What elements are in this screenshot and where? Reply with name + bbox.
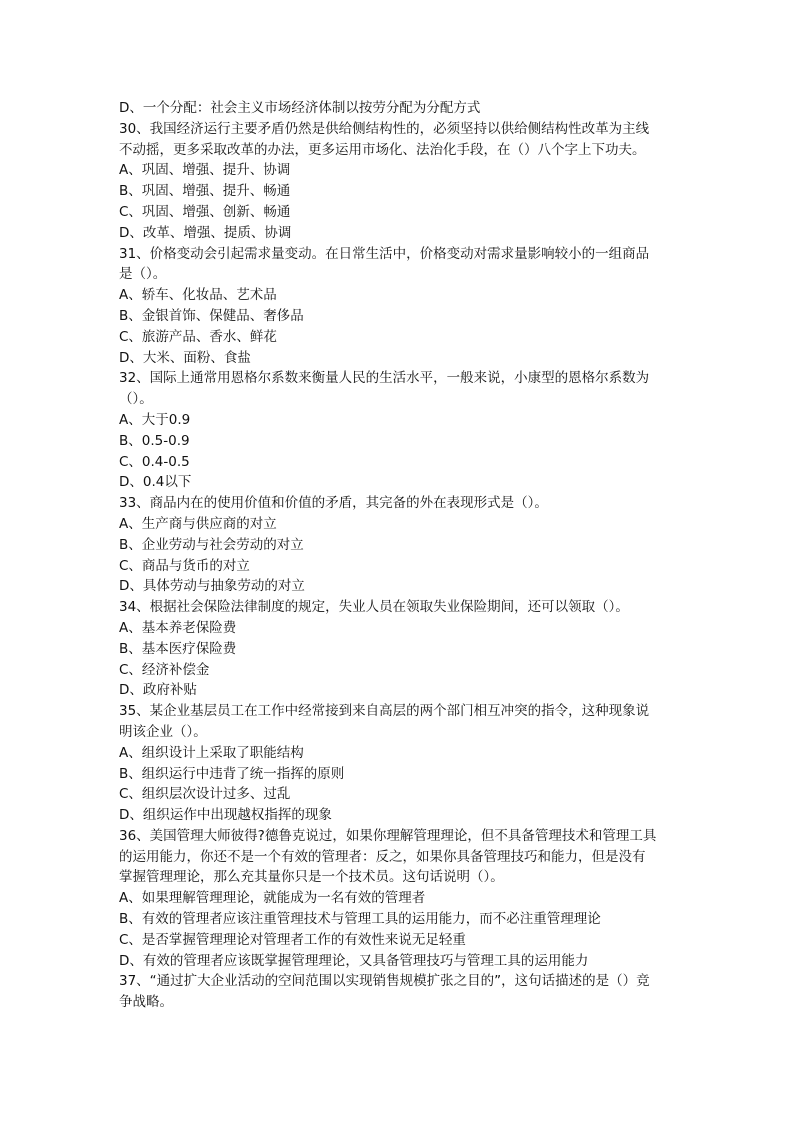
question-36 [119, 826, 679, 972]
question-stem: 30、我国经济运行主要矛盾仍然是供给侧结构性的，必须坚持以供给侧结构性改革为主线 [119, 120, 650, 137]
question-stem: 37、“通过扩大企业活动的空间范围以实现销售规模扩张之目的”，这句话描述的是（）竞 [119, 973, 650, 990]
question-stem: 争战略。 [119, 994, 173, 1011]
option-text: D、一个分配：社会主义市场经济体制以按劳分配为分配方式 [119, 100, 481, 116]
option-b: B、有效的管理者应该注重管理技术与管理工具的运用能力，而不必注重管理理论 [119, 911, 601, 928]
option-b: B、巩固、增强、提升、畅通 [119, 183, 291, 200]
question-stem: 35、某企业基层员工在工作中经常接到来自高层的两个部门相互冲突的指令，这种现象说 [119, 703, 650, 720]
option-c: C、经济补偿金 [119, 661, 210, 678]
option-b: B、企业劳动与社会劳动的对立 [119, 536, 304, 553]
option-d: D、有效的管理者应该既掌握管理理论，又具备管理技巧与管理工具的运用能力 [119, 952, 589, 969]
option-a: A、巩固、增强、提升、协调 [119, 162, 291, 179]
question-stem: 34、根据社会保险法律制度的规定，失业人员在领取失业保险期间，还可以领取（）。 [119, 599, 629, 616]
option-c: C、商品与货币的对立 [119, 557, 250, 574]
option-b: B、组织运行中违背了统一指挥的原则 [119, 765, 345, 782]
question-34 [119, 597, 679, 701]
question-35 [119, 701, 679, 826]
option-d: D、0.4以下 [119, 474, 192, 491]
option-b: B、0.5-0.9 [119, 432, 190, 449]
document-page [119, 98, 679, 1013]
option-a: A、生产商与供应商的对立 [119, 515, 277, 532]
question-stem: 36、美国管理大师彼得?德鲁克说过，如果你理解管理理论，但不具备管理技术和管理工具 [119, 827, 657, 844]
question-30 [119, 119, 679, 244]
option-d: D、改革、增强、提质、协调 [119, 224, 292, 241]
question-37 [119, 971, 679, 1013]
option-a: A、组织设计上采取了职能结构 [119, 744, 304, 761]
question-stem: 不动摇，更多采取改革的办法，更多运用市场化、法治化手段，在（）八个字上下功夫。 [119, 141, 646, 158]
question-stem: 明该企业（）。 [119, 723, 207, 740]
option-b: B、金银首饰、保健品、奢侈品 [119, 307, 304, 324]
option-d: D、大米、面粉、食盐 [119, 349, 251, 366]
question-stem: （）。 [119, 391, 153, 408]
option-b: B、基本医疗保险费 [119, 640, 237, 657]
question-32 [119, 368, 679, 493]
question-stem: 32、国际上通常用恩格尔系数来衡量人民的生活水平，一般来说，小康型的恩格尔系数为 [119, 370, 650, 387]
option-c: C、巩固、增强、创新、畅通 [119, 203, 291, 220]
option-a: A、大于0.9 [119, 411, 191, 428]
question-stem: 是（）。 [119, 266, 167, 283]
question-31 [119, 244, 679, 369]
option-d: D、具体劳动与抽象劳动的对立 [119, 578, 305, 595]
option-d: D、组织运作中出现越权指挥的现象 [119, 807, 332, 824]
question-stem: 掌握管理理论，那么充其量你只是一个技术员。这句话说明（）。 [119, 869, 504, 886]
option-c: C、是否掌握管理理论对管理者工作的有效性来说无足轻重 [119, 931, 466, 948]
question-stem: 的运用能力，你还不是一个有效的管理者：反之，如果你具备管理技巧和能力，但是没有 [119, 848, 646, 865]
option-c: C、0.4-0.5 [119, 453, 190, 470]
option-c: C、组织层次设计过多、过乱 [119, 786, 291, 803]
question-stem: 33、商品内在的使用价值和价值的矛盾，其完备的外在表现形式是（）。 [119, 495, 548, 512]
option-a: A、轿车、化妆品、艺术品 [119, 287, 277, 304]
option-a: A、如果理解管理理论，就能成为一名有效的管理者 [119, 890, 426, 907]
question-stem: 31、价格变动会引起需求量变动。在日常生活中，价格变动对需求量影响较小的一组商品 [119, 245, 650, 262]
option-c: C、旅游产品、香水、鲜花 [119, 328, 277, 345]
option-d: D、政府补贴 [119, 682, 197, 699]
option-a: A、基本养老保险费 [119, 619, 237, 636]
question-33 [119, 493, 679, 597]
